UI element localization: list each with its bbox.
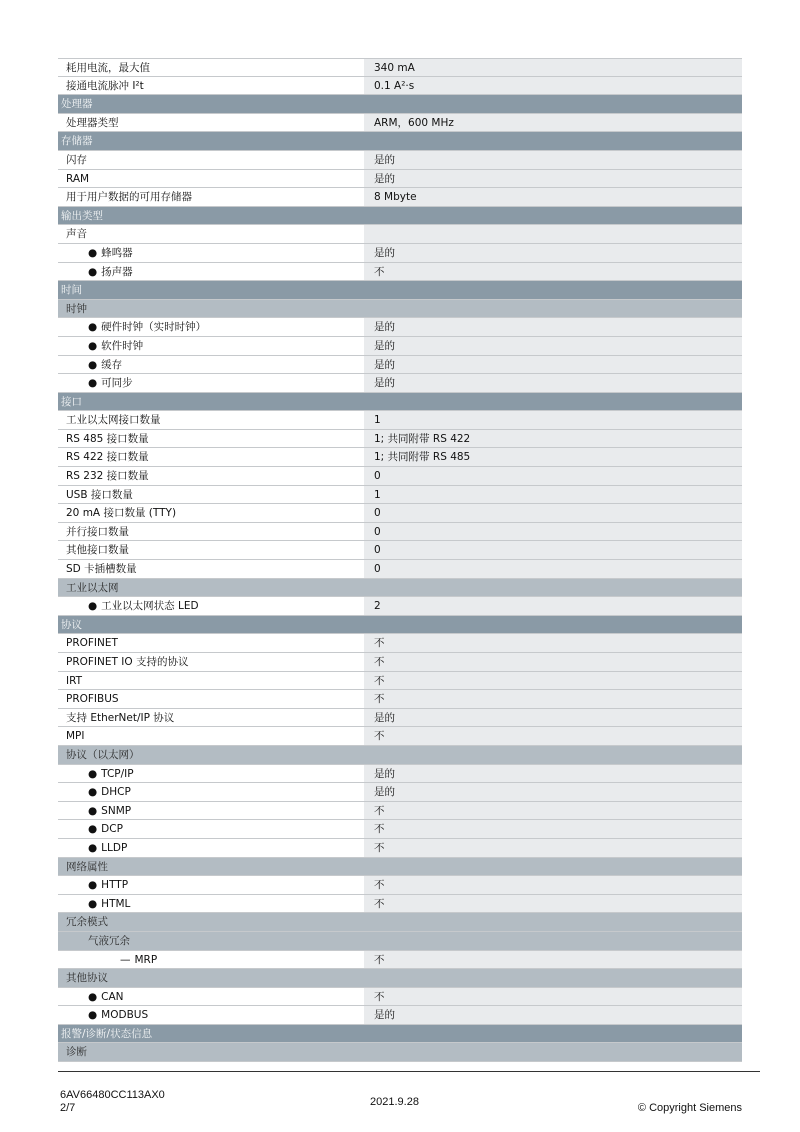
bullet-marker: ● [88, 990, 98, 1003]
spec-row [58, 876, 742, 895]
spec-name-cell [58, 560, 364, 578]
spec-row [58, 1006, 742, 1025]
spec-name-cell [58, 170, 364, 188]
section-header: 接口 [58, 393, 742, 412]
spec-name-cell [58, 727, 364, 745]
spec-name: USB 接口数量 [66, 488, 133, 501]
spec-row [58, 170, 742, 189]
spec-name: DCP [101, 823, 123, 836]
spec-name: RAM [66, 172, 90, 185]
spec-name: SNMP [101, 804, 132, 817]
spec-name-cell [58, 783, 364, 801]
spec-row [58, 430, 742, 449]
spec-name: LLDP [101, 841, 128, 854]
subsection-header: 诊断 [58, 1043, 742, 1062]
spec-value: 是的 [364, 244, 742, 262]
spec-value: 2 [364, 597, 742, 615]
spec-name-cell [58, 486, 364, 504]
spec-name-cell [58, 263, 364, 281]
spec-row [58, 244, 742, 263]
dash-marker: — [120, 953, 131, 966]
spec-value: 是的 [364, 318, 742, 336]
spec-name-cell [58, 430, 364, 448]
bullet-marker: ● [88, 879, 98, 892]
spec-value: 不 [364, 988, 742, 1006]
spec-name: 硬件时钟（实时时钟） [101, 321, 207, 334]
spec-value: 是的 [364, 709, 742, 727]
spec-value: 不 [364, 951, 742, 969]
subsection-header: 时钟 [58, 300, 742, 319]
spec-value: 不 [364, 672, 742, 690]
spec-name-cell [58, 709, 364, 727]
spec-name-cell [58, 523, 364, 541]
spec-name: 接通电流脉冲 I²t [66, 79, 144, 92]
spec-name: PROFIBUS [66, 693, 119, 706]
spec-value: 不 [364, 895, 742, 913]
footer-page-number: 2/7 [60, 1102, 76, 1114]
subsection-header: 其他协议 [58, 969, 742, 988]
subsection-header: 气液冗余 [58, 932, 742, 951]
subsection-header: 协议（以太网） [58, 746, 742, 765]
spec-name-cell [58, 337, 364, 355]
spec-value: 0 [364, 560, 742, 578]
spec-name: HTML [101, 897, 131, 910]
spec-name: 缓存 [101, 358, 123, 371]
spec-name: RS 232 接口数量 [66, 470, 149, 483]
spec-value: 是的 [364, 356, 742, 374]
spec-name-cell [58, 951, 364, 969]
spec-name-cell [58, 504, 364, 522]
spec-row [58, 263, 742, 282]
spec-value: 是的 [364, 1006, 742, 1024]
spec-name-cell [58, 690, 364, 708]
spec-value: 1 [364, 411, 742, 429]
spec-name: PROFINET [66, 637, 118, 650]
spec-value: 1 [364, 486, 742, 504]
spec-row [58, 114, 742, 133]
spec-value: 是的 [364, 170, 742, 188]
spec-row [58, 820, 742, 839]
spec-row [58, 727, 742, 746]
section-header: 输出类型 [58, 207, 742, 226]
spec-row [58, 765, 742, 784]
spec-row [58, 690, 742, 709]
footer-date: 2021.9.28 [370, 1096, 419, 1108]
spec-value: 0 [364, 523, 742, 541]
spec-name-cell [58, 634, 364, 652]
spec-value: 1; 共同附带 RS 422 [364, 430, 742, 448]
spec-row [58, 151, 742, 170]
spec-name: 用于用户数据的可用存储器 [66, 191, 192, 204]
bullet-marker: ● [88, 823, 98, 836]
bullet-marker: ● [88, 265, 98, 278]
bullet-marker: ● [88, 600, 98, 613]
spec-name: RS 485 接口数量 [66, 432, 149, 445]
spec-name-cell [58, 225, 364, 243]
bullet-marker: ● [88, 321, 98, 334]
spec-name: 处理器类型 [66, 116, 119, 129]
spec-row [58, 374, 742, 393]
spec-value: 不 [364, 653, 742, 671]
spec-value: 是的 [364, 783, 742, 801]
spec-row [58, 448, 742, 467]
bullet-marker: ● [88, 246, 98, 259]
spec-name-cell [58, 597, 364, 615]
spec-row [58, 951, 742, 970]
spec-name: 工业以太网状态 LED [101, 600, 199, 613]
spec-row [58, 895, 742, 914]
spec-name-cell [58, 672, 364, 690]
spec-name-cell [58, 374, 364, 392]
spec-name: SD 卡插槽数量 [66, 563, 137, 576]
spec-name-cell [58, 411, 364, 429]
bullet-marker: ● [88, 804, 98, 817]
spec-value: 不 [364, 802, 742, 820]
bullet-marker: ● [88, 377, 98, 390]
spec-name: 闪存 [66, 153, 87, 166]
spec-row [58, 541, 742, 560]
section-header: 存储器 [58, 132, 742, 151]
spec-value: 8 Mbyte [364, 188, 742, 206]
spec-value: 是的 [364, 765, 742, 783]
section-header: 报警/诊断/状态信息 [58, 1025, 742, 1044]
spec-row [58, 783, 742, 802]
spec-value [364, 225, 742, 243]
spec-value: 不 [364, 839, 742, 857]
spec-value: 不 [364, 634, 742, 652]
spec-name-cell [58, 839, 364, 857]
bullet-marker: ● [88, 786, 98, 799]
spec-row [58, 672, 742, 691]
spec-row [58, 58, 742, 77]
spec-row [58, 467, 742, 486]
spec-name-cell [58, 653, 364, 671]
spec-value: 不 [364, 820, 742, 838]
spec-row [58, 709, 742, 728]
spec-row [58, 504, 742, 523]
spec-name-cell [58, 151, 364, 169]
subsection-header: 冗余模式 [58, 913, 742, 932]
spec-row [58, 356, 742, 375]
spec-name-cell [58, 541, 364, 559]
subsection-header: 工业以太网 [58, 579, 742, 598]
bullet-marker: ● [88, 339, 98, 352]
bullet-marker: ● [88, 767, 98, 780]
spec-name-cell [58, 59, 364, 76]
spec-value: ARM，600 MHz [364, 114, 742, 132]
bullet-marker: ● [88, 1009, 98, 1022]
spec-name-cell [58, 895, 364, 913]
bullet-marker: ● [88, 358, 98, 371]
spec-name-cell [58, 802, 364, 820]
spec-name-cell [58, 448, 364, 466]
spec-name: HTTP [101, 879, 129, 892]
spec-name: DHCP [101, 786, 131, 799]
spec-value: 0 [364, 504, 742, 522]
spec-value: 是的 [364, 374, 742, 392]
spec-row [58, 653, 742, 672]
spec-row [58, 597, 742, 616]
footer-rule [58, 1071, 760, 1072]
spec-value: 0 [364, 541, 742, 559]
spec-name-cell [58, 988, 364, 1006]
spec-value: 是的 [364, 337, 742, 355]
spec-name: MPI [66, 730, 85, 743]
spec-value: 是的 [364, 151, 742, 169]
spec-value: 0.1 A²·s [364, 77, 742, 95]
spec-name: 并行接口数量 [66, 525, 129, 538]
section-header: 时间 [58, 281, 742, 300]
spec-name: 可同步 [101, 377, 133, 390]
spec-name-cell [58, 820, 364, 838]
spec-value: 不 [364, 876, 742, 894]
spec-row [58, 411, 742, 430]
spec-value: 不 [364, 727, 742, 745]
spec-name-cell [58, 114, 364, 132]
spec-name: 扬声器 [101, 265, 133, 278]
spec-row [58, 523, 742, 542]
spec-value: 1; 共同附带 RS 485 [364, 448, 742, 466]
spec-name: CAN [101, 990, 124, 1003]
spec-value: 0 [364, 467, 742, 485]
footer-doc-id: 6AV66480CC113AX0 [60, 1089, 165, 1101]
spec-name: 耗用电流，最大值 [66, 62, 150, 74]
spec-name: 工业以太网接口数量 [66, 414, 161, 427]
spec-name: 其他接口数量 [66, 544, 129, 557]
spec-name: MODBUS [101, 1009, 149, 1022]
subsection-header: 网络属性 [58, 858, 742, 877]
footer-copyright: © Copyright Siemens [637, 1102, 742, 1114]
spec-name-cell [58, 77, 364, 95]
spec-row [58, 988, 742, 1007]
spec-name-cell [58, 318, 364, 336]
spec-row [58, 634, 742, 653]
spec-row [58, 802, 742, 821]
spec-name-cell [58, 356, 364, 374]
spec-name: MRP [134, 953, 158, 966]
spec-name: 支持 EtherNet/IP 协议 [66, 711, 175, 724]
spec-name: IRT [66, 674, 83, 687]
spec-row [58, 318, 742, 337]
spec-name: 20 mA 接口数量 (TTY) [66, 507, 177, 520]
spec-name: 声音 [66, 228, 87, 241]
bullet-marker: ● [88, 841, 98, 854]
spec-row [58, 560, 742, 579]
spec-name-cell [58, 1006, 364, 1024]
spec-name: 蜂鸣器 [101, 246, 133, 259]
spec-value: 340 mA [364, 59, 742, 76]
spec-name-cell [58, 765, 364, 783]
bullet-marker: ● [88, 897, 98, 910]
spec-row [58, 77, 742, 96]
spec-name-cell [58, 244, 364, 262]
spec-value: 不 [364, 690, 742, 708]
spec-row [58, 486, 742, 505]
section-header: 处理器 [58, 95, 742, 114]
spec-table [58, 58, 742, 1062]
spec-name: PROFINET IO 支持的协议 [66, 656, 189, 668]
spec-row [58, 839, 742, 858]
spec-name: TCP/IP [101, 767, 134, 780]
spec-row [58, 225, 742, 244]
section-header: 协议 [58, 616, 742, 635]
spec-name: 软件时钟 [101, 339, 144, 352]
spec-value: 不 [364, 263, 742, 281]
spec-name-cell [58, 188, 364, 206]
spec-name-cell [58, 876, 364, 894]
spec-name: RS 422 接口数量 [66, 451, 149, 464]
spec-name-cell [58, 467, 364, 485]
spec-row [58, 188, 742, 207]
spec-row [58, 337, 742, 356]
